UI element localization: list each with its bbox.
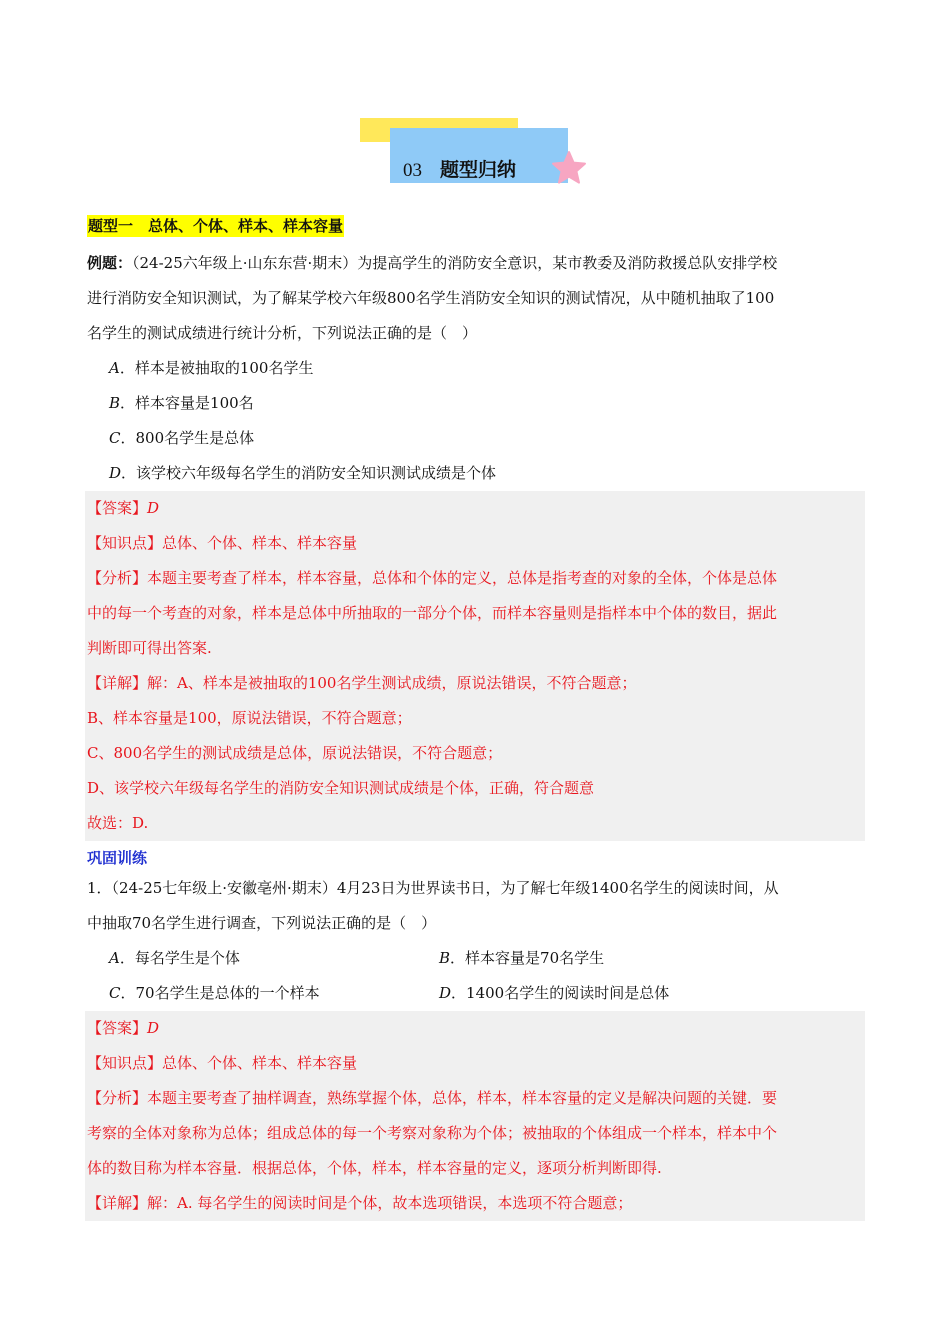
example-label: 例题： (87, 254, 133, 272)
knowledge-point-line: 【知识点】总体、个体、样本、样本容量 (87, 1054, 358, 1072)
option-a: A．样本是被抽取的100名学生 (109, 359, 314, 377)
analysis-line: 中的每一个考查的对象，样本是总体中所抽取的一部分个体，而样本容量则是指样本中个体的数目，据此 (87, 604, 778, 622)
section-title-text: 题型归纳 (440, 159, 517, 181)
answer-box (85, 1011, 865, 1221)
detail-line: 【详解】解：A、样本是被抽取的100名学生测试成绩，原说法错误，不符合题意； (87, 674, 637, 692)
option-b: B．样本容量是100名 (109, 394, 254, 412)
header-decoration (0, 0, 950, 200)
option-d: D．该学校六年级每名学生的消防安全知识测试成绩是个体 (109, 464, 497, 482)
section-title (403, 155, 516, 182)
question-line: 1．（24-25七年级上·安徽亳州·期末）4月23日为世界读书日，为了解七年级1400名学生的阅读时间，从 (87, 879, 779, 897)
option-a: A．每名学生是个体 (109, 949, 240, 967)
answer-line: 【答案】D (87, 1019, 160, 1037)
detail-line: C、800名学生的测试成绩是总体，原说法错误，不符合题意； (87, 744, 503, 762)
answer-line: 【答案】D (87, 499, 160, 517)
analysis-line: 【分析】本题主要考查了样本，样本容量，总体和个体的定义，总体是指考查的对象的全体，个体是总体 (87, 569, 778, 587)
star-icon (551, 150, 587, 186)
option-c: C．800名学生是总体 (109, 429, 255, 447)
answer-box (85, 491, 865, 841)
options-row (87, 941, 865, 976)
options-row (87, 976, 865, 1011)
detail-line: 故选：D. (87, 814, 149, 832)
analysis-line: 判断即可得出答案. (87, 639, 212, 657)
example-line: 名学生的测试成绩进行统计分析，下列说法正确的是（ ） (87, 324, 478, 342)
detail-line: D、该学校六年级每名学生的消防安全知识测试成绩是个体，正确，符合题意 (87, 779, 595, 797)
analysis-line: 考察的全体对象称为总体；组成总体的每一个考察对象称为个体；被抽取的个体组成一个样本，样本中个 (87, 1124, 778, 1142)
detail-line: B、样本容量是100，原说法错误，不符合题意； (87, 709, 412, 727)
practice-heading: 巩固训练 (87, 849, 148, 867)
example-line: 例题：（24-25六年级上·山东东营·期末）为提高学生的消防安全意识，某市教委及消防救援总队安排学校 (87, 254, 778, 272)
topic-heading-row (87, 213, 865, 246)
detail-line: 【详解】解：A. 每名学生的阅读时间是个体，故本选项错误，本选项不符合题意； (87, 1194, 633, 1212)
option-b: B．样本容量是70名学生 (439, 949, 605, 967)
document-body (87, 213, 865, 1221)
knowledge-point-line: 【知识点】总体、个体、样本、样本容量 (87, 534, 358, 552)
option-c: C．70名学生是总体的一个样本 (109, 984, 320, 1002)
example-line: 进行消防安全知识测试，为了解某学校六年级800名学生消防安全知识的测试情况，从中随机抽取了100 (87, 289, 775, 307)
analysis-line: 体的数目称为样本容量．根据总体，个体，样本，样本容量的定义，逐项分析判断即得. (87, 1159, 662, 1177)
section-number: 03 (403, 160, 422, 181)
option-d: D．1400名学生的阅读时间是总体 (439, 984, 670, 1002)
question-line: 中抽取70名学生进行调查，下列说法正确的是（ ） (87, 914, 437, 932)
analysis-line: 【分析】本题主要考查了抽样调查，熟练掌握个体，总体，样本，样本容量的定义是解决问题的关键．要 (87, 1089, 778, 1107)
topic-heading: 题型一 总体、个体、样本、样本容量 (88, 217, 344, 235)
